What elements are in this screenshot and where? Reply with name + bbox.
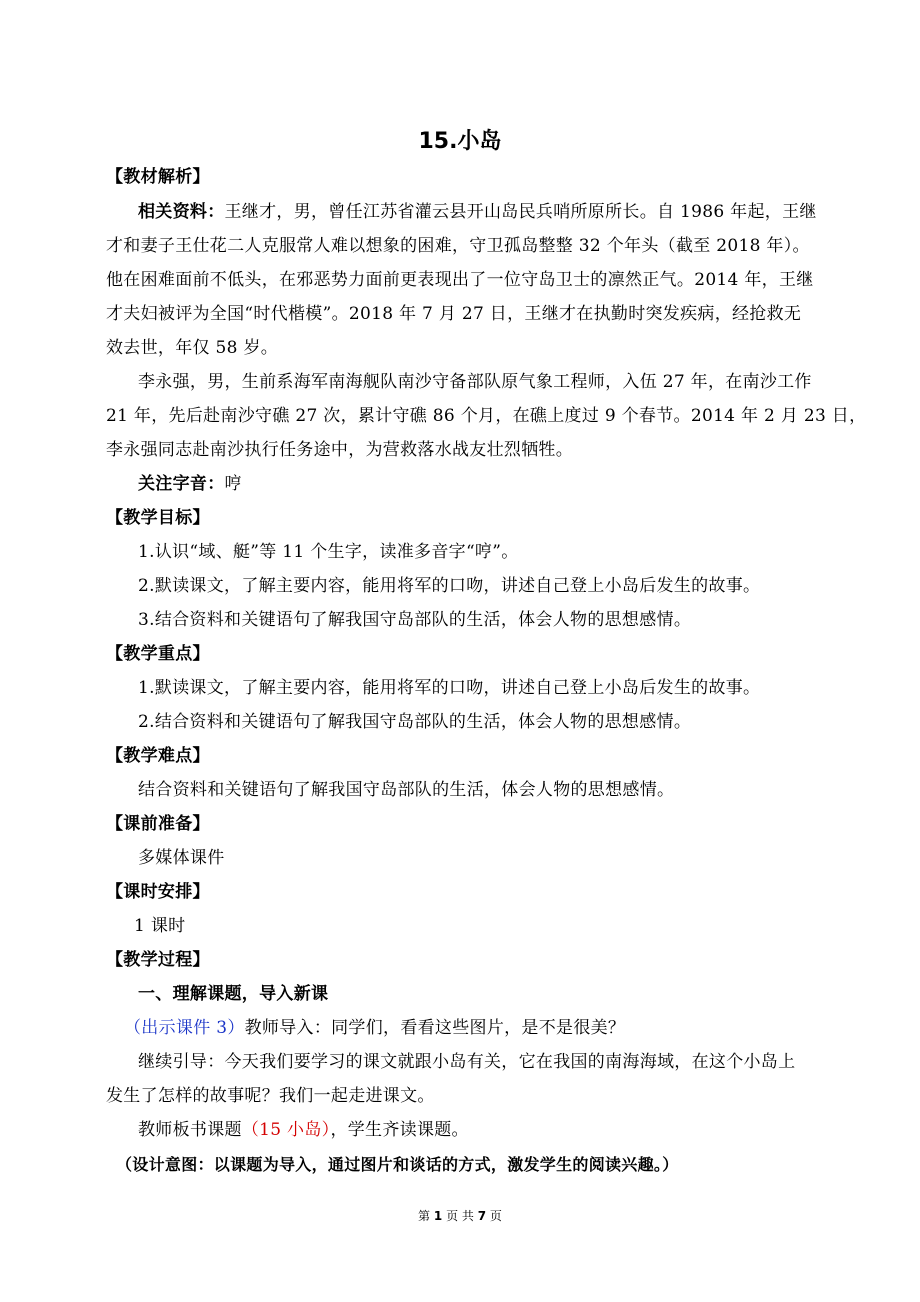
section-heading-schedule: 【课时安排】 [106, 882, 210, 902]
footer-middle: 页 共 [446, 1209, 474, 1223]
footer-page-number: 1 [433, 1209, 443, 1223]
footer-suffix: 页 [489, 1209, 502, 1223]
preparation-text: 多媒体课件 [138, 848, 225, 868]
reference-label: 相关资料： [138, 202, 225, 222]
section-heading-goals: 【教学目标】 [106, 508, 210, 528]
reference-paragraph-1-line-5: 效去世，年仅 58 岁。 [106, 338, 279, 358]
reference-paragraph-1-line-2: 才和妻子王仕花二人克服常人难以想象的困难，守卫孤岛整整 32 个年头（截至 2018 年）。 [106, 236, 810, 256]
difficulty-text: 结合资料和关键语句了解我国守岛部队的生活，体会人物的思想感情。 [138, 780, 675, 800]
page-title: 15.小岛 [418, 129, 502, 154]
guide-line-1: 继续引导：今天我们要学习的课文就跟小岛有关，它在我国的南海海域，在这个小岛上 [138, 1052, 796, 1072]
board-text-post: ，学生齐读课题。 [330, 1120, 469, 1140]
section-heading-analysis: 【教材解析】 [106, 167, 210, 187]
schedule-text: 1 课时 [134, 916, 186, 936]
goal-item-3: 3.结合资料和关键语句了解我国守岛部队的生活，体会人物的思想感情。 [138, 610, 692, 630]
key-point-2: 2.结合资料和关键语句了解我国守岛部队的生活，体会人物的思想感情。 [138, 712, 692, 732]
guide-line-2: 发生了怎样的故事呢？我们一起走进课文。 [106, 1086, 435, 1106]
board-line [106, 1113, 874, 1147]
section-heading-process: 【教学过程】 [106, 950, 210, 970]
design-intent: （设计意图：以课题为导入，通过图片和谈话的方式，激发学生的阅读兴趣。） [116, 1155, 679, 1174]
reference-paragraph-1-line-4: 才夫妇被评为全国“时代楷模”。2018 年 7 月 27 日，王继才在执勤时突发疾病，经抢救无 [106, 304, 802, 324]
footer-prefix: 第 [418, 1209, 431, 1223]
process-step-1: 一、理解课题，导入新课 [138, 984, 329, 1004]
page-footer [0, 1206, 920, 1226]
key-point-1: 1.默读课文，了解主要内容，能用将军的口吻，讲述自己登上小岛后发生的故事。 [138, 678, 761, 698]
show-courseware-note: （出示课件 3） [124, 1018, 245, 1038]
reference-paragraph-2-line-2: 21 年，先后赴南沙守礁 27 次，累计守礁 86 个月，在礁上度过 9 个春节。2014 年 2 月 23 日， [106, 406, 867, 426]
intro-line [106, 1011, 860, 1045]
intro-text: 教师导入：同学们，看看这些图片，是不是很美？ [244, 1018, 626, 1038]
section-heading-difficulty: 【教学难点】 [106, 746, 210, 766]
goal-item-1: 1.认识“域、艇”等 11 个生字，读准多音字“哼”。 [138, 542, 519, 562]
board-text-pre: 教师板书课题 [138, 1120, 242, 1140]
reference-text: 王继才，男，曾任江苏省灌云县开山岛民兵哨所原所长。自 1986 年起，王继 [224, 202, 817, 222]
reference-paragraph-1-line-3: 他在困难面前不低头，在邪恶势力面前更表现出了一位守岛卫士的凛然正气。2014 年，王继 [106, 270, 814, 290]
goal-item-2: 2.默读课文，了解主要内容，能用将军的口吻，讲述自己登上小岛后发生的故事。 [138, 576, 761, 596]
board-title: （15 小岛） [241, 1120, 331, 1140]
pronunciation-label: 关注字音： [138, 474, 225, 494]
reference-paragraph-2-line-1: 李永强，男，生前系海军南海舰队南沙守备部队原气象工程师，入伍 27 年，在南沙工作 [138, 372, 812, 392]
footer-total-pages: 7 [477, 1209, 487, 1223]
reference-paragraph-1-line-1 [106, 195, 874, 229]
section-heading-preparation: 【课前准备】 [106, 814, 210, 834]
section-heading-key-points: 【教学重点】 [106, 644, 210, 664]
pronunciation-value: 哼 [224, 474, 242, 494]
reference-paragraph-2-line-3: 李永强同志赴南沙执行任务途中，为营救落水战友壮烈牺牲。 [106, 440, 574, 460]
pronunciation-note [106, 467, 874, 501]
